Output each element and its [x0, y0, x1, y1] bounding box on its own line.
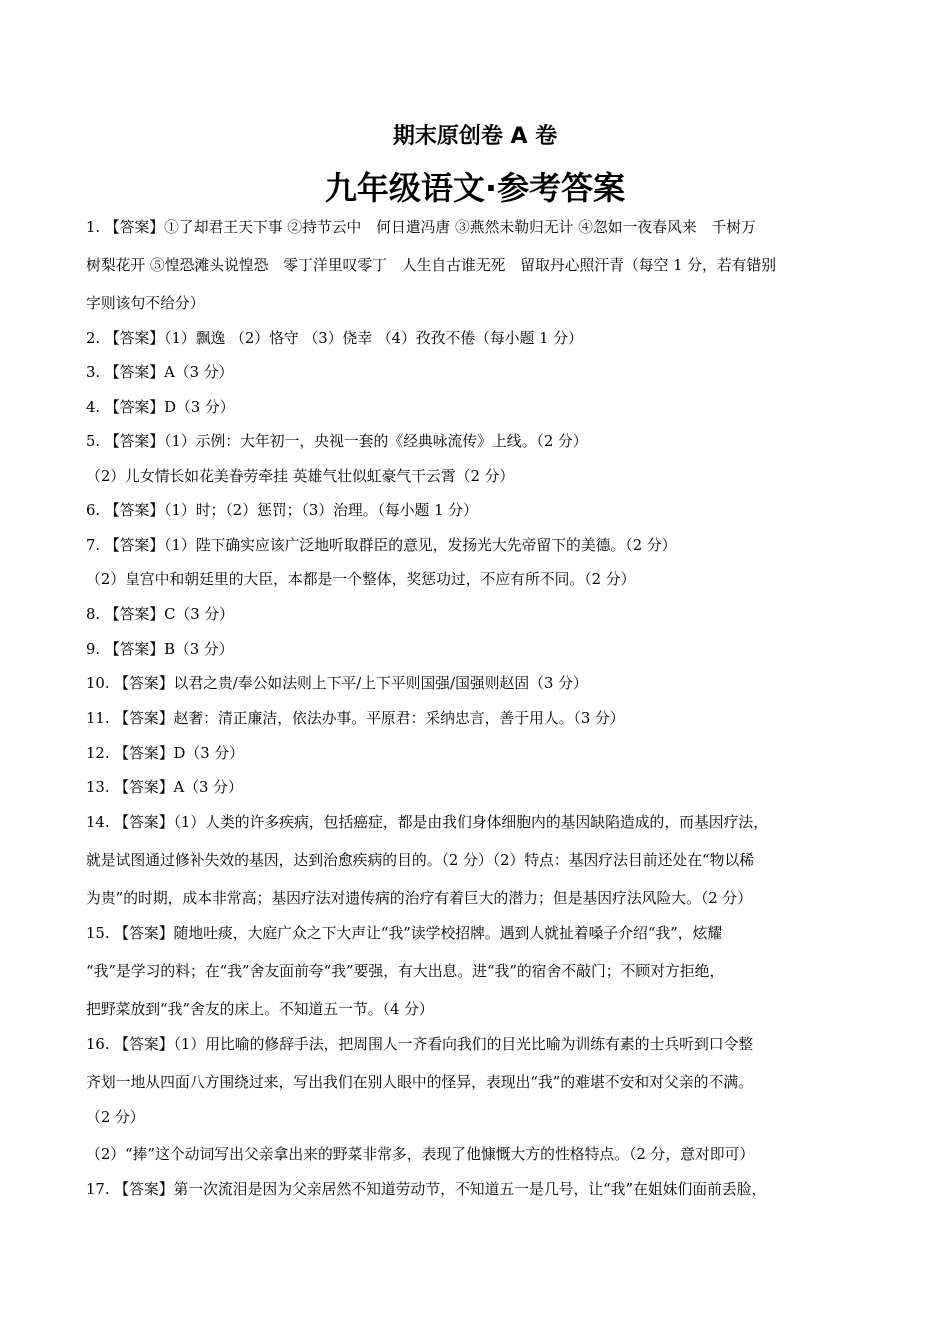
answer-line: 7. 【答案】（1）陛下确实应该广泛地听取群臣的意见，发扬光大先帝留下的美德。（2 分） — [86, 536, 677, 554]
answer-line: 12. 【答案】D（3 分） — [86, 744, 244, 762]
answer-line: 17. 【答案】第一次流泪是因为父亲居然不知道劳动节，不知道五一是几号，让“我”在姐妹们面前丢脸， — [86, 1180, 767, 1198]
answer-line: （2）“捧”这个动词写出父亲拿出来的野菜非常多，表现了他慷慨大方的性格特点。（2 分，意对即可） — [86, 1145, 755, 1163]
answer-line: 把野菜放到“我”舍友的床上。不知道五一节。（4 分） — [86, 1000, 434, 1018]
answer-line: （2 分） — [86, 1108, 145, 1126]
answer-line: 为贵”的时期，成本非常高；基因疗法对遗传病的治疗有着巨大的潜力；但是基因疗法风险大。（2 分） — [86, 889, 753, 907]
answer-line: 9. 【答案】B（3 分） — [86, 640, 234, 658]
answer-line: 5. 【答案】（1）示例：大年初一，央视一套的《经典咏流传》上线。（2 分） — [86, 432, 588, 450]
answer-line: 字则该句不给分） — [86, 294, 205, 312]
answer-line: 14. 【答案】（1）人类的许多疾病，包括癌症，都是由我们身体细胞内的基因缺陷造成的，而基因疗法， — [86, 813, 769, 831]
answer-line: 3. 【答案】A（3 分） — [86, 363, 234, 381]
answer-line: 8. 【答案】C（3 分） — [86, 605, 235, 623]
answer-line: 13. 【答案】A（3 分） — [86, 778, 243, 796]
answer-line: 1. 【答案】①了却君王天下事 ②持节云中 何日遣冯唐 ③燕然未勒归无计 ④忽如一夜春风来 千树万 — [86, 218, 756, 236]
answer-line: 6. 【答案】（1）时；（2）惩罚；（3）治理。（每小题 1 分） — [86, 501, 478, 519]
answer-line: “我”是学习的料；在“我”舍友面前夸“我”要强，有大出息。进“我”的宿舍不敲门；不顾对方拒绝， — [86, 962, 725, 980]
answer-line: （2）儿女情长如花美眷劳牵挂 英雄气壮似虹豪气干云霄（2 分） — [86, 467, 515, 485]
page-subtitle: 期末原创卷 A 卷 — [392, 124, 558, 149]
answer-line: 2. 【答案】（1）飘逸 （2）恪守 （3）侥幸 （4）孜孜不倦（每小题 1 分） — [86, 329, 583, 347]
answer-line: 15. 【答案】随地吐痰，大庭广众之下大声让“我”读学校招牌。遇到人就扯着嗓子介绍“我”，炫耀 — [86, 924, 723, 942]
answer-line: 树梨花开 ⑤惶恐滩头说惶恐 零丁洋里叹零丁 人生自古谁无死 留取丹心照汗青（每空 1 分，若有错别 — [86, 256, 777, 274]
answer-line: 10. 【答案】以君之贵/奉公如法则上下平/上下平则国强/国强则赵固（3 分） — [86, 674, 588, 692]
answer-line: 4. 【答案】D（3 分） — [86, 398, 235, 416]
answer-line: 就是试图通过修补失效的基因，达到治愈疾病的目的。（2 分）（2）特点：基因疗法目前还处在“物以稀 — [86, 851, 755, 869]
answer-line: （2）皇宫中和朝廷里的大臣，本都是一个整体，奖惩功过，不应有所不同。（2 分） — [86, 570, 636, 588]
answer-line: 16. 【答案】（1）用比喻的修辞手法，把周围人一齐看向我们的目光比喻为训练有素的士兵听到口令整 — [86, 1035, 754, 1053]
page-title: 九年级语文·参考答案 — [324, 169, 626, 207]
answer-line: 齐划一地从四面八方围绕过来，写出我们在别人眼中的怪异，表现出“我”的难堪不安和对父亲的不满。 — [86, 1073, 753, 1091]
answer-line: 11. 【答案】赵奢：清正廉洁，依法办事。平原君：采纳忠言，善于用人。（3 分） — [86, 709, 625, 727]
